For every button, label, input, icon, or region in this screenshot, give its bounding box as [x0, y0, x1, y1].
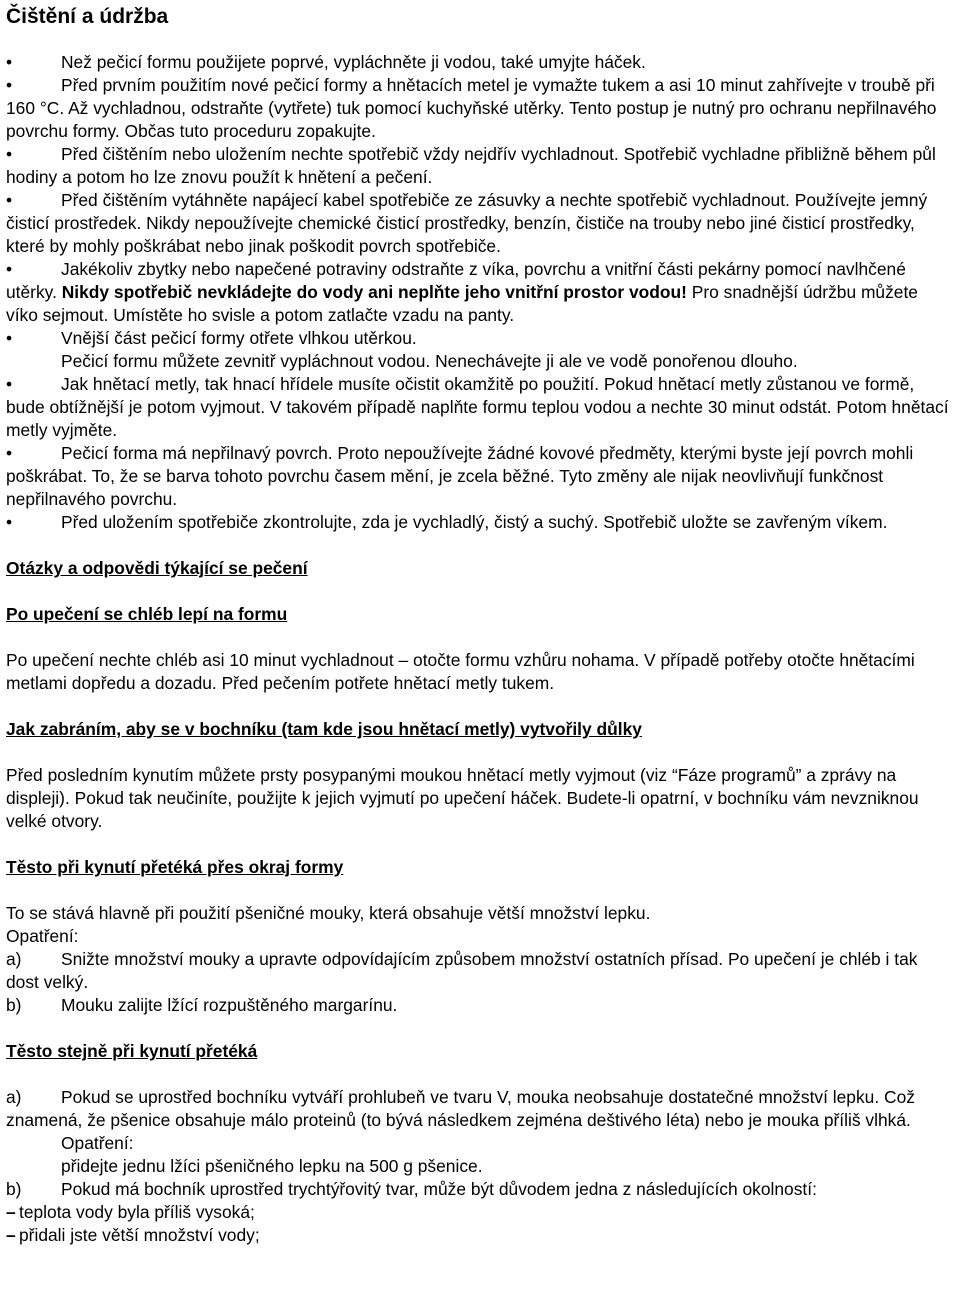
bullet-icon: •	[6, 144, 13, 164]
bullet-icon: •	[6, 374, 13, 394]
list-item: • Před čištěním nebo uložením nechte spotřebič vždy nejdřív vychladnout. Spotřebič vychladne přibližně během půl hodiny a potom ho lze znovu použít k hnětení a pečení.	[6, 144, 936, 187]
list-item: b) Pokud má bochník uprostřed trychtýřovitý tvar, může být důvodem jedna z následujících okolností:	[6, 1179, 817, 1199]
bullet-icon: •	[6, 190, 13, 210]
dash-item: – přidali jste větší množství vody;	[6, 1225, 260, 1245]
list-item: • Než pečicí formu použijete poprvé, vypláchněte ji vodou, také umyjte háček.	[6, 52, 646, 72]
bullet-icon: •	[6, 52, 13, 72]
bullet-icon: •	[6, 512, 13, 532]
list-item: • Před prvním použitím nové pečicí formy a hnětacích metel je vymažte tukem a asi 10 minut zahřívejte v troubě při 160 °C. Až vychladnou, odstraňte (vytřete) tuk pomocí kuchyňské utěrky. Tento postup je nutný pro ochranu nepřilnavého povrchu formy. Občas tuto proceduru zopakujte.	[6, 75, 937, 141]
bullet-icon: •	[6, 75, 13, 95]
dash-icon: –	[6, 1202, 16, 1222]
question-heading: Těsto při kynutí přetéká přes okraj formy	[6, 857, 344, 877]
list-item-continuation: Pečicí formu můžete zevnitř vypláchnout vodou. Nenechávejte ji ale ve vodě ponořenou dlouho.	[61, 351, 798, 371]
list-item: a) Snižte množství mouky a upravte odpovídajícím způsobem množství ostatních přísad. Po upečení je chléb i tak dost velký.	[6, 949, 918, 992]
measures-label: Opatření:	[61, 1133, 134, 1153]
measures-label: Opatření:	[6, 926, 79, 946]
measures-text: přidejte jednu lžíci pšeničného lepku na 500 g pšenice.	[61, 1156, 483, 1176]
question-heading: Po upečení se chléb lepí na formu	[6, 604, 288, 624]
list-item: • Pečicí forma má nepřilnavý povrch. Proto nepoužívejte žádné kovové předměty, kterými byste její povrch mohli poškrábat. To, že se barva tohoto povrchu časem mění, je zcela běžné. Tyto změny ale nijak neovlivňují funkčnost nepřilnavého povrchu.	[6, 443, 914, 509]
page-title: Čištění a údržba	[6, 5, 169, 28]
list-item: • Před čištěním vytáhněte napájecí kabel spotřebiče ze zásuvky a nechte spotřebič vychladnout. Používejte jemný čisticí prostředek. Nikdy nepoužívejte chemické čisticí prostředky, benzín, čističe na trouby nebo jiné čisticí prostředky, které by mohly poškrábat nebo jinak poškodit povrch spotřebiče.	[6, 190, 928, 256]
list-item: b) Mouku zalijte lžící rozpuštěného margarínu.	[6, 995, 398, 1015]
answer-text: Po upečení nechte chléb asi 10 minut vychladnout – otočte formu vzhůru nohama. V případě potřeby otočte hnětacími metlami dopředu a dozadu. Před pečením potřete hnětací metly tukem.	[6, 650, 915, 693]
section-heading: Otázky a odpovědi týkající se pečení	[6, 558, 308, 578]
cleaning-list	[6, 51, 954, 534]
list-item: • Před uložením spotřebiče zkontrolujte, zda je vychladlý, čistý a suchý. Spotřebič uložte se zavřeným víkem.	[6, 512, 888, 532]
bullet-icon: •	[6, 443, 13, 463]
answer-text: To se stává hlavně při použití pšeničné mouky, která obsahuje větší množství lepku.	[6, 903, 651, 923]
list-item: a) Pokud se uprostřed bochníku vytváří prohlubeň ve tvaru V, mouka neobsahuje dostatečné množství lepku. Což znamená, že pšenice obsahuje málo proteinů (to bývá následkem zejména deštivého léta) nebo je mouka příliš vlhká.	[6, 1087, 915, 1130]
answer-text: Před posledním kynutím můžete prsty posypanými moukou hnětací metly vyjmout (viz “Fáze programů” a zprávy na displeji). Pokud tak neučiníte, použijte k jejich vyjmutí po upečení háček. Budete-li opatrní, v bochníku vám nevzniknou velké otvory.	[6, 765, 919, 831]
list-item: • Jak hnětací metly, tak hnací hřídele musíte očistit okamžitě po použití. Pokud hnětací metly zůstanou ve formě, bude obtížnější je potom vyjmout. V takovém případě naplňte formu teplou vodou a nechte 30 minut odstát. Potom hnětací metly vyjměte.	[6, 374, 949, 440]
dash-icon: –	[6, 1225, 16, 1245]
bullet-icon: •	[6, 328, 13, 348]
list-item: • Jakékoliv zbytky nebo napečené potraviny odstraňte z víka, povrchu a vnitřní části pekárny pomocí navlhčené utěrky. Nikdy spotřebič nevkládejte do vody ani neplňte jeho vnitřní prostor vodou! Pro snadnější údržbu můžete víko sejmout. Umístěte ho svisle a potom zatlačte vzadu na panty.	[6, 259, 918, 325]
list-item: • Vnější část pečicí formy otřete vlhkou utěrkou.	[6, 328, 417, 348]
dash-item: – teplota vody byla příliš vysoká;	[6, 1202, 255, 1222]
question-heading: Těsto stejně při kynutí přetéká	[6, 1041, 258, 1061]
question-heading: Jak zabráním, aby se v bochníku (tam kde jsou hnětací metly) vytvořily důlky	[6, 719, 642, 739]
bullet-icon: •	[6, 259, 13, 279]
warning-text: Nikdy spotřebič nevkládejte do vody ani neplňte jeho vnitřní prostor vodou!	[61, 282, 687, 302]
